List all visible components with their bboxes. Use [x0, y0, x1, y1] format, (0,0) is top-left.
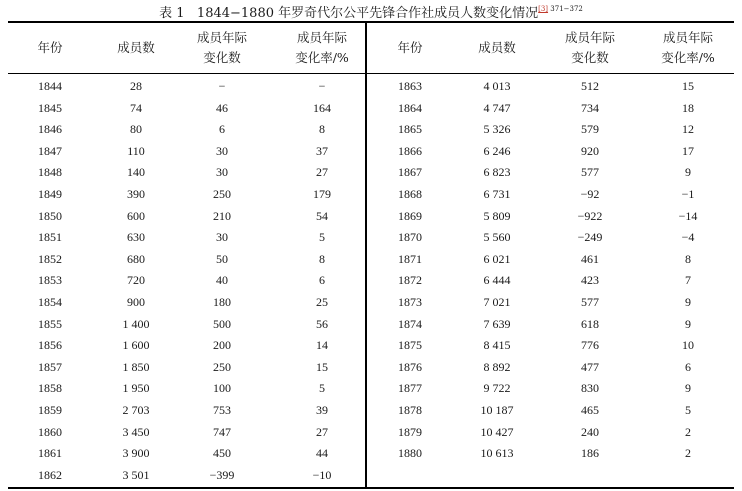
cell-rate-right: 9	[685, 165, 691, 180]
cell-rate-left: 14	[316, 338, 328, 353]
cell-change-left: 500	[213, 316, 231, 331]
cell-year-right: 1864	[398, 100, 422, 115]
cell-members-left: 1 600	[122, 338, 150, 353]
cell-members-left: 2 703	[122, 403, 150, 417]
cell-change-left: 180	[213, 295, 231, 309]
cell-rate-right: 2	[685, 446, 691, 461]
cell-members-right: 10 613	[480, 446, 514, 461]
cell-change-left: 747	[213, 424, 231, 439]
cell-year-left: 1845	[38, 100, 62, 115]
cell-members-left: 1 850	[122, 359, 150, 374]
cell-change-right: −92	[580, 187, 600, 201]
cell-year-left: 1853	[38, 273, 62, 288]
cell-change-left: 753	[213, 403, 231, 417]
cell-rate-left: −10	[312, 467, 332, 482]
cell-rate-left: 8	[319, 122, 325, 137]
cell-year-left: 1854	[38, 295, 62, 309]
table-label: 表 1	[159, 6, 185, 21]
cell-members-left: 110	[127, 143, 145, 158]
cell-rate-left: 27	[316, 424, 328, 439]
cell-year-right: 1868	[398, 187, 422, 201]
cell-rate-left: 179	[313, 187, 331, 201]
cell-year-left: 1857	[38, 359, 62, 374]
cell-members-right: 7 021	[483, 295, 511, 309]
cell-change-left: −399	[209, 467, 235, 482]
cell-change-right: −249	[577, 230, 603, 245]
cell-members-right: 4 747	[483, 100, 511, 115]
cell-rate-left: 27	[316, 165, 328, 180]
cell-year-right: 1866	[398, 143, 422, 158]
table-row	[0, 400, 742, 422]
cell-change-left: −	[218, 79, 226, 93]
cell-members-left: 630	[127, 230, 145, 245]
cell-rate-left: 54	[316, 208, 328, 223]
cell-rate-right: −14	[678, 208, 698, 223]
cell-rate-right: 9	[685, 316, 691, 331]
cell-change-left: 210	[213, 208, 231, 223]
table-caption: 1844−1880 年罗奇代尔公平先锋合作社成员人数变化情况	[196, 6, 539, 21]
cell-change-left: 450	[213, 446, 231, 461]
cell-change-right: 577	[581, 165, 599, 180]
cell-rate-left: 6	[319, 273, 325, 288]
cell-members-right: 6 444	[483, 273, 511, 288]
cell-change-right: 776	[581, 338, 599, 353]
table-row	[0, 141, 742, 163]
cell-year-left: 1856	[38, 338, 62, 353]
cell-year-right: 1874	[398, 316, 422, 331]
cell-members-right: 6 823	[483, 165, 511, 180]
table-row	[0, 270, 742, 292]
cell-rate-right: 9	[685, 295, 691, 309]
cell-change-right: 465	[581, 403, 599, 417]
cell-change-right: 577	[581, 295, 599, 309]
cell-change-left: 250	[213, 359, 231, 374]
cell-change-right: 461	[581, 251, 599, 266]
cell-rate-left: 25	[316, 295, 328, 309]
cell-rate-right: 7	[685, 273, 691, 288]
cell-change-right: 830	[581, 381, 599, 396]
cell-year-right: 1880	[398, 446, 422, 461]
cell-members-left: 74	[130, 100, 142, 115]
cell-members-left: 1 950	[122, 381, 150, 396]
cell-change-left: 30	[216, 230, 228, 245]
cell-year-right: 1876	[398, 359, 422, 374]
citation-pages: 371−372	[550, 5, 583, 13]
cell-year-left: 1855	[38, 316, 62, 331]
table-row	[0, 314, 742, 336]
cell-change-right: 512	[581, 79, 599, 93]
cell-change-right: 186	[581, 446, 599, 461]
citation-ref[interactable]: [3]	[538, 5, 549, 13]
cell-members-left: 140	[127, 165, 145, 180]
cell-year-right: 1875	[398, 338, 422, 353]
cell-members-right: 8 892	[483, 359, 511, 374]
cell-rate-left: 56	[316, 316, 328, 331]
table-row	[0, 227, 742, 249]
cell-change-left: 30	[216, 143, 228, 158]
cell-change-left: 46	[216, 100, 228, 115]
cell-members-left: 680	[127, 251, 145, 266]
cell-rate-right: 9	[685, 381, 691, 396]
citation[interactable]	[538, 5, 583, 13]
cell-change-right: 734	[581, 100, 599, 115]
cell-change-left: 100	[213, 381, 231, 396]
cell-rate-right: 5	[685, 403, 691, 417]
cell-rate-right: 15	[682, 79, 694, 93]
header-rate-right: 成员年际 变化率/%	[661, 30, 715, 65]
cell-change-left: 30	[216, 165, 228, 180]
cell-rate-left: 5	[319, 230, 325, 245]
cell-year-right: 1877	[398, 381, 422, 396]
cell-year-left: 1844	[38, 79, 62, 93]
cell-year-left: 1862	[38, 467, 62, 482]
cell-year-left: 1850	[38, 208, 62, 223]
cell-rate-left: 164	[313, 100, 331, 115]
cell-rate-left: 39	[316, 403, 328, 417]
table-row	[0, 162, 742, 184]
table-row	[0, 292, 742, 314]
table-row	[0, 335, 742, 357]
cell-rate-right: 6	[685, 359, 691, 374]
header-year-right: 年份	[397, 40, 423, 55]
cell-change-left: 40	[216, 273, 228, 288]
cell-members-right: 10 187	[480, 403, 514, 417]
cell-year-left: 1849	[38, 187, 62, 201]
cell-rate-right: 8	[685, 251, 691, 266]
table-row	[0, 422, 742, 444]
cell-members-right: 5 326	[483, 122, 511, 137]
cell-rate-right: −4	[681, 230, 695, 245]
cell-year-right: 1863	[398, 79, 422, 93]
cell-members-right: 9 722	[483, 381, 511, 396]
cell-members-right: 8 415	[483, 338, 511, 353]
cell-year-left: 1848	[38, 165, 62, 180]
cell-rate-right: 18	[682, 100, 694, 115]
cell-members-right: 4 013	[483, 79, 511, 93]
cell-members-left: 720	[127, 273, 145, 288]
table-row	[0, 119, 742, 141]
table-row	[0, 184, 742, 206]
cell-members-right: 6 021	[483, 251, 511, 266]
header-rule	[8, 73, 734, 74]
cell-year-left: 1859	[38, 403, 62, 417]
top-rule	[8, 21, 734, 23]
cell-members-left: 390	[127, 187, 145, 201]
header-rate-left: 成员年际 变化率/%	[295, 30, 349, 65]
cell-change-left: 50	[216, 251, 228, 266]
cell-year-left: 1846	[38, 122, 62, 137]
header-change-right: 成员年际 变化数	[564, 30, 615, 65]
cell-members-left: 3 501	[122, 467, 150, 482]
cell-members-left: 3 450	[122, 424, 150, 439]
cell-year-left: 1851	[38, 230, 62, 245]
cell-members-right: 6 246	[483, 143, 511, 158]
cell-rate-left: 8	[319, 251, 325, 266]
cell-members-left: 600	[127, 208, 145, 223]
table-row	[0, 206, 742, 228]
cell-change-right: 920	[581, 143, 599, 158]
cell-rate-right: 2	[685, 424, 691, 439]
cell-members-right: 5 560	[483, 230, 511, 245]
cell-year-left: 1852	[38, 251, 62, 266]
table-row	[0, 249, 742, 271]
cell-year-right: 1867	[398, 165, 422, 180]
cell-members-left: 1 400	[122, 316, 150, 331]
cell-change-right: 423	[581, 273, 599, 288]
cell-members-left: 28	[130, 79, 142, 93]
cell-change-right: 240	[581, 424, 599, 439]
table-title	[0, 2, 742, 21]
header-change-left: 成员年际 变化数	[196, 30, 247, 65]
cell-change-left: 6	[219, 122, 225, 137]
cell-members-right: 7 639	[483, 316, 511, 331]
header-members-left: 成员数	[117, 40, 155, 55]
cell-change-right: 477	[581, 359, 599, 374]
cell-year-right: 1872	[398, 273, 422, 288]
cell-members-right: 5 809	[483, 208, 511, 223]
cell-rate-left: 37	[316, 143, 328, 158]
cell-members-right: 10 427	[480, 424, 514, 439]
cell-change-right: 579	[581, 122, 599, 137]
header-year-left: 年份	[37, 40, 63, 55]
cell-year-right: 1879	[398, 424, 422, 439]
cell-rate-right: 10	[682, 338, 694, 353]
cell-change-left: 250	[213, 187, 231, 201]
cell-rate-right: −1	[681, 187, 695, 201]
bottom-rule	[8, 487, 734, 489]
cell-year-left: 1858	[38, 381, 62, 396]
cell-rate-left: 44	[316, 446, 328, 461]
cell-rate-left: 15	[316, 359, 328, 374]
header-members-right: 成员数	[478, 40, 516, 55]
table-row	[0, 378, 742, 400]
cell-members-left: 3 900	[122, 446, 150, 461]
cell-change-right: −922	[577, 208, 603, 223]
cell-year-left: 1860	[38, 424, 62, 439]
cell-year-right: 1878	[398, 403, 422, 417]
table-row	[0, 465, 742, 487]
cell-rate-left: 5	[319, 381, 325, 396]
cell-year-right: 1873	[398, 295, 422, 309]
cell-year-left: 1847	[38, 143, 62, 158]
cell-year-right: 1865	[398, 122, 422, 137]
cell-year-right: 1869	[398, 208, 422, 223]
cell-rate-right: 12	[682, 122, 694, 137]
table-row	[0, 98, 742, 120]
cell-change-left: 200	[213, 338, 231, 353]
table-row	[0, 76, 742, 98]
cell-change-right: 618	[581, 316, 599, 331]
cell-year-right: 1871	[398, 251, 422, 266]
cell-rate-right: 17	[682, 143, 694, 158]
table-row	[0, 443, 742, 465]
cell-members-left: 80	[130, 122, 142, 137]
cell-year-left: 1861	[38, 446, 62, 461]
cell-members-left: 900	[127, 295, 145, 309]
cell-year-right: 1870	[398, 230, 422, 245]
cell-members-right: 6 731	[483, 187, 511, 201]
table-row	[0, 357, 742, 379]
cell-rate-left: −	[318, 79, 326, 93]
